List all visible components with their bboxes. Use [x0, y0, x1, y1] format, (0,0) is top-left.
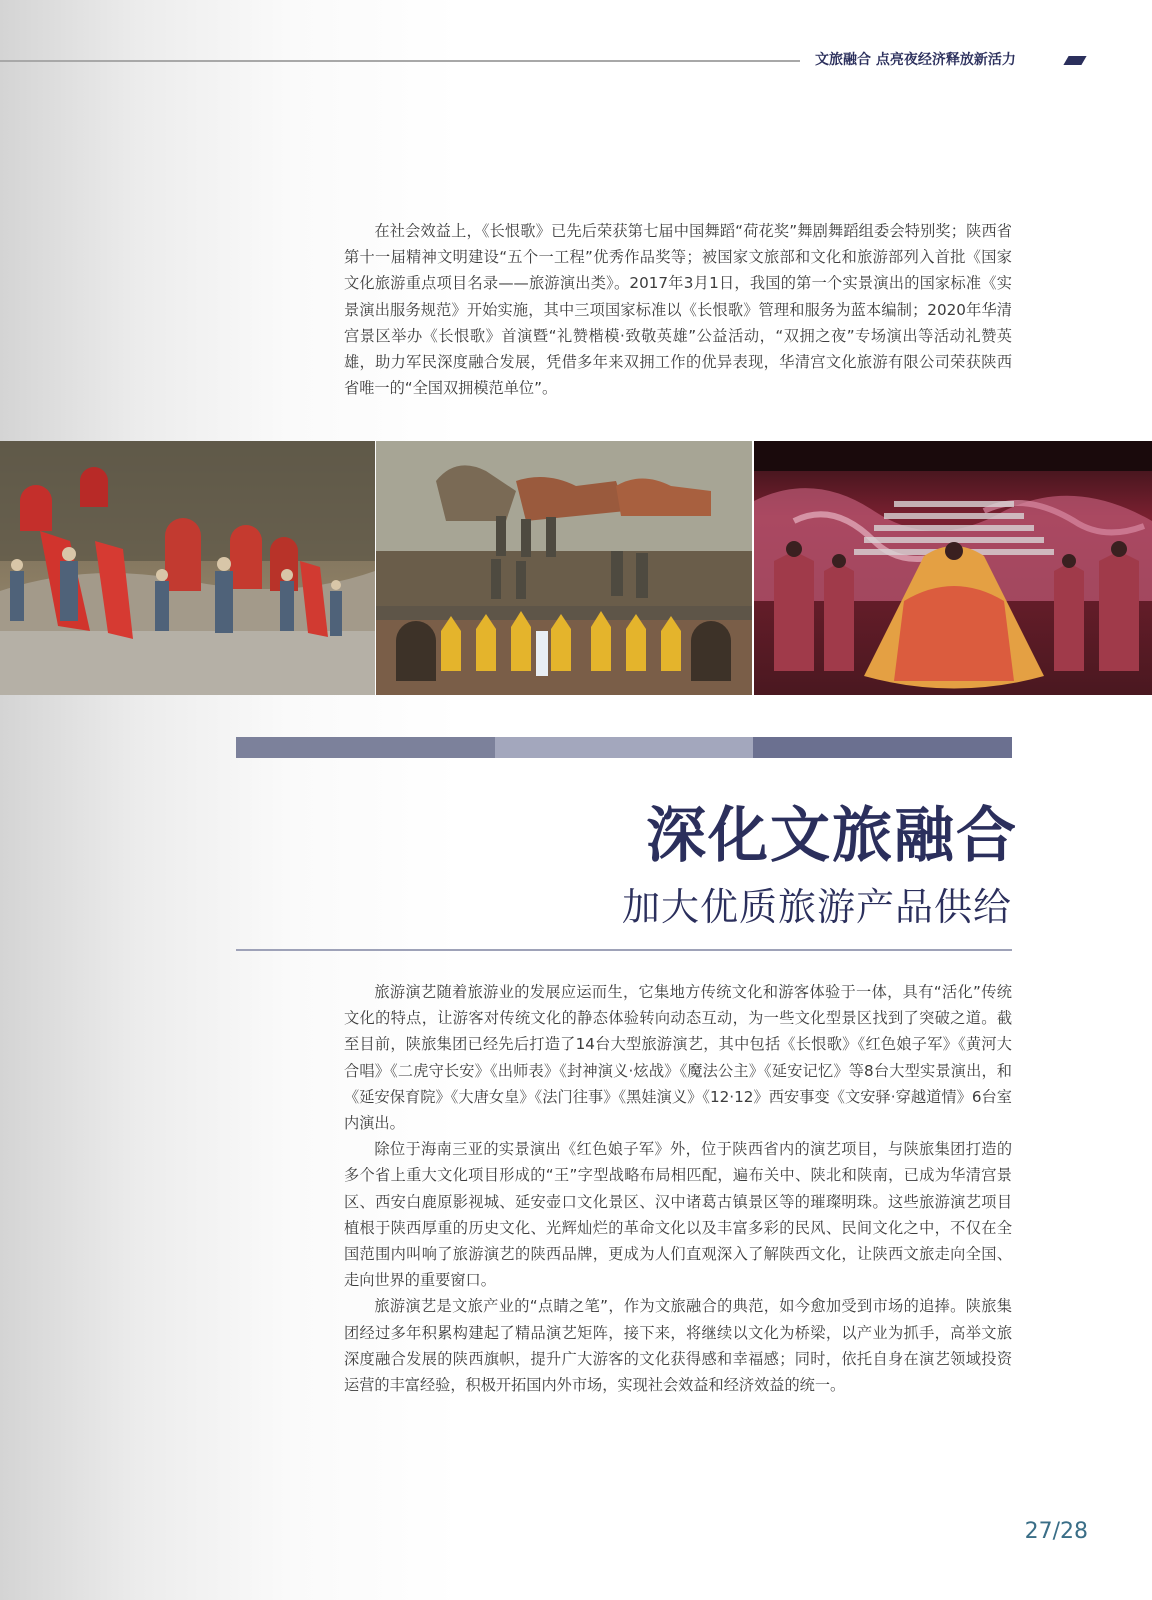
- title-rule: [236, 949, 1012, 951]
- body-paragraph: 旅游演艺随着旅游业的发展应运而生，它集地方传统文化和游客体验于一体，具有“活化”传统文化的特点，让游客对传统文化的静态体验转向动态互动，为一些文化型景区找到了突破之道。截至目前，陕旅集团已经先后打造了14台大型旅游演艺，其中包括《长恨歌》《红色娘子军》《黄河大合唱》《二虎守长安》《出师表》《封神演义·炫战》《魔法公主》《延安记忆》等8台大型实景演出，和《延安保育院》《大唐女皇》《法门往事》《黑娃演义》《12·12》西安事变《文安驿·穿越道情》6台室内演出。: [344, 983, 1012, 1133]
- section-title: 深化文旅融合: [646, 801, 1018, 871]
- body-paragraph: 除位于海南三亚的实景演出《红色娘子军》外，位于陕西省内的演艺项目，与陕旅集团打造的多个省上重大文化项目形成的“王”字型战略布局相匹配，遍布关中、陕北和陕南，已成为华清宫景区、西安白鹿原影视城、延安壶口文化景区、汉中诸葛古镇景区等的璀璨明珠。这些旅游演艺项目植根于陕西厚重的历史文化、光辉灿烂的革命文化以及丰富多彩的民风、民间文化之中，不仅在全国范围内叫响了旅游演艺的陕西品牌，更成为人们直观深入了解陕西文化，让陕西文旅走向全国、走向世界的重要窗口。: [344, 1140, 1012, 1290]
- running-title: 文旅融合 点亮夜经济释放新活力: [815, 52, 1016, 68]
- section-title-bar: [236, 737, 1012, 758]
- page-number: 27/28: [1024, 1519, 1088, 1544]
- header-rule: [0, 60, 800, 62]
- intro-paragraph: 在社会效益上，《长恨歌》已先后荣获第七届中国舞蹈“荷花奖”舞剧舞蹈组委会特别奖；陕西省第十一届精神文明建设“五个一工程”优秀作品奖等；被国家文旅部和文化和旅游部列入首批《国家文化旅游重点项目名录——旅游演出类》。2017年3月1日，我国的第一个实景演出的国家标准《实景演出服务规范》开始实施，其中三项国家标准以《长恨歌》管理和服务为蓝本编制；2020年华清宫景区举办《长恨歌》首演暨“礼赞楷模·致敬英雄”公益活动，“双拥之夜”专场演出等活动礼赞英雄，助力军民深度融合发展，凭借多年来双拥工作的优异表现，华清宫文化旅游有限公司荣获陕西省唯一的“全国双拥模范单位”。: [344, 222, 1012, 398]
- section-subtitle: 加大优质旅游产品供给: [621, 885, 1012, 929]
- intro-section: [344, 218, 1012, 401]
- body-paragraph: 旅游演艺是文旅产业的“点睛之笔”，作为文旅融合的典范，如今愈加受到市场的追捧。陕旅集团经过多年积累构建起了精品演艺矩阵，接下来，将继续以文化为桥梁，以产业为抓手，高举文旅深度融合发展的陕西旗帜，提升广大游客的文化获得感和幸福感；同时，依托自身在演艺领域投资运营的丰富经验，积极开拓国内外市场，实现社会效益和经济效益的统一。: [344, 1297, 1012, 1395]
- red-army-outdoor-performance-photo: [0, 441, 375, 695]
- title-bar-segment: [495, 737, 754, 758]
- title-bar-segment: [236, 737, 495, 758]
- header-mark-icon: [1063, 56, 1086, 65]
- body-section: [344, 979, 1012, 1398]
- title-bar-segment: [753, 737, 1012, 758]
- photo-strip: [0, 441, 1152, 695]
- tang-palace-costume-show-photo: [754, 441, 1152, 695]
- stage-show-with-golden-dancers-photo: [376, 441, 752, 695]
